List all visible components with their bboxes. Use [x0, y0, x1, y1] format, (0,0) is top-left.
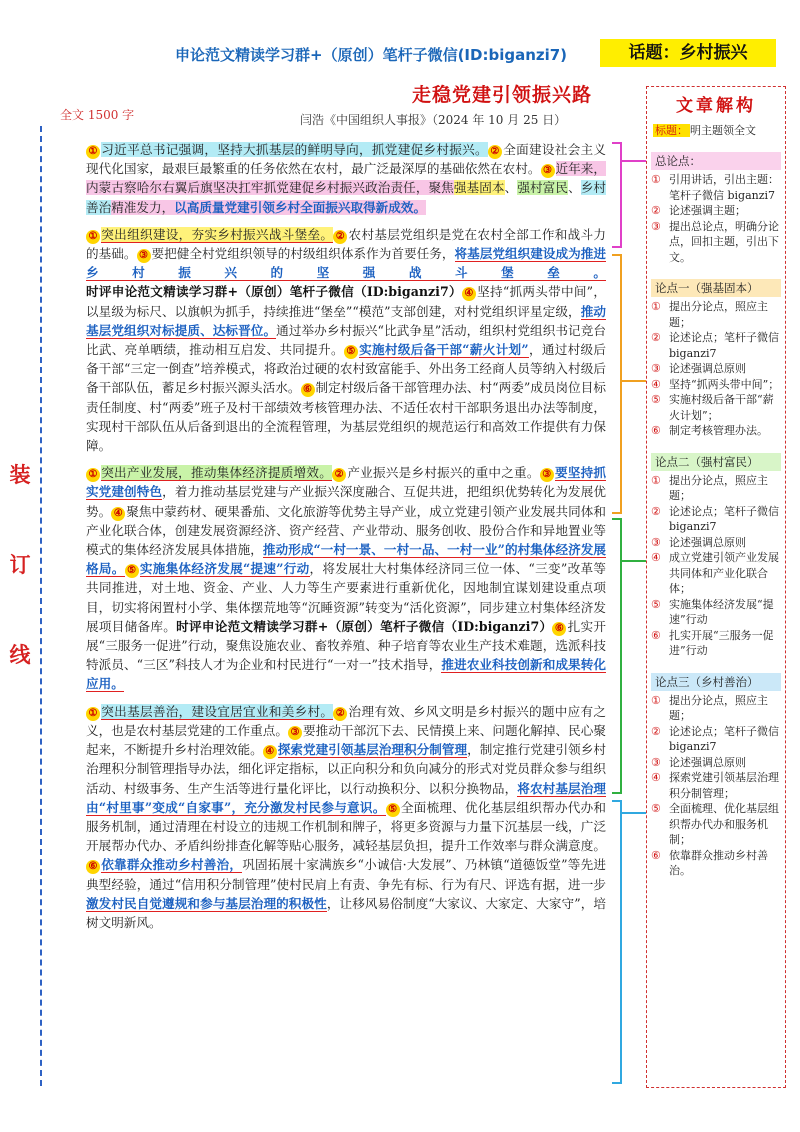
- binding-dashed-line: [40, 126, 42, 1086]
- item-number: ③: [651, 535, 661, 549]
- sentence-number: ①: [86, 145, 100, 159]
- promo-text: 时评申论范文精读学习群+（原创）笔杆子微信（ID:biganzi7）: [86, 284, 462, 300]
- sentence-number: ②: [333, 230, 347, 244]
- connector-point-two: [622, 560, 646, 562]
- sidebar-section-head: 总论点：: [651, 152, 781, 170]
- sentence-number: ①: [86, 230, 100, 244]
- sidebar-list-item: [651, 504, 781, 535]
- sidebar-list-item: [651, 299, 781, 330]
- item-text: 实施村级后备干部“薪火计划”；: [669, 393, 774, 422]
- sentence-number: ②: [332, 468, 346, 482]
- sentence-number: ③: [137, 249, 151, 263]
- promo-text: 时评申论范文精读学习群+（原创）笔杆子微信（ID:biganzi7）: [176, 618, 553, 634]
- item-text: 论述强调总原则: [669, 362, 746, 375]
- item-number: ⑤: [651, 597, 661, 611]
- item-number: ③: [651, 362, 661, 375]
- sentence-number: ②: [488, 145, 502, 159]
- item-number: ⑤: [651, 802, 661, 815]
- item-number: ①: [651, 473, 661, 487]
- item-number: ①: [651, 300, 661, 313]
- sidebar-list-item: [651, 473, 781, 504]
- sentence-number: ⑤: [386, 803, 400, 817]
- sidebar-list-item: [651, 535, 781, 551]
- binding-label: [8, 430, 32, 700]
- sentence-number: ②: [333, 707, 347, 721]
- item-text: 论述论点；笔杆子微信 biganzi7: [669, 504, 779, 533]
- sidebar-title-note: 标题： 明主题领全文: [655, 124, 756, 137]
- paragraph-point-two: ① 突出产业发展，推动集体经济提质增效。 ② 产业振兴是乡村振兴的重中之重。 ③ 要坚持抓实党建创特色，着力推动基层党建与产业振兴深度融合、互促共进，把组织优势转化为发展优势。 ④ 聚焦中蒙药材、硬果番茄、文化旅游等优势主导产业，成立党建引领产业发展共同体和产业化联合体，创建发展资源经济、资产经营、产业带动、服务创收、股份合作和异地置业等模式的集体经济发展具体措施，推动形成“一村一景、一村一品、一村一业”的村集体经济发展格局。 ⑤ 实施集体经济发展“提速”行动，将发展壮大村集体经济同三位一体、“三变”改革等共同推进，对土地、资金、产业、人力等生产要素进行重新优化，因地制宜谋划建设重点项目，切实将闲置村小学、集体摆荒地等“沉睡资源”转变为“活化资源”，同步建立村集体经济发展项目储备库。时评申论范文精读学习群+（原创）笔杆子微信（ID:biganzi7） ⑥ 扎实开展“三服务一促进”行动，聚焦设施农业、畜牧养殖、种子培育等农业生产技术难题，选派科技特派员、“三区”科技人才为企业和村民进行“一对一”技术指导，推进农业科技创新和成果转化应用。: [86, 465, 607, 692]
- sentence-number: ⑥: [86, 860, 100, 874]
- sidebar-list-item: [651, 801, 781, 848]
- item-text: 全面梳理、优化基层组织帮办代办和服务机制；: [669, 802, 779, 846]
- item-text: 论述强调主题；: [669, 204, 746, 217]
- connector-point-one: [622, 380, 646, 382]
- item-number: ①: [651, 693, 661, 707]
- bracket-intro: [612, 142, 622, 248]
- item-text: 坚持“抓两头带中间”；: [669, 377, 780, 391]
- item-number: ②: [651, 724, 661, 738]
- sidebar-section-list: [647, 473, 785, 659]
- sidebar-list-item: [651, 848, 781, 879]
- sidebar-section-list: [647, 693, 785, 879]
- sentence-number: ⑤: [344, 345, 358, 359]
- sidebar-list-item: [651, 755, 781, 771]
- word-count: 全文 1500 字: [60, 108, 135, 122]
- sentence-number: ⑤: [125, 564, 139, 578]
- sidebar-list-item: [651, 550, 781, 597]
- sentence-number: ③: [540, 468, 554, 482]
- sidebar-list-item: [651, 172, 781, 203]
- item-number: ④: [651, 377, 661, 391]
- sentence-number: ④: [263, 745, 277, 759]
- item-text: 扎实开展“三服务一促进”行动: [669, 628, 774, 657]
- item-text: 提出分论点，照应主题；: [669, 693, 768, 722]
- item-text: 论述强调总原则: [669, 755, 746, 769]
- sentence-number: ④: [462, 287, 476, 301]
- sidebar-list-item: [651, 770, 781, 801]
- sidebar-list-item: [651, 377, 781, 393]
- header-title: 申论范文精读学习群+（原创）笔杆子微信(ID:biganzi7): [175, 46, 568, 64]
- binding-char: 线: [9, 642, 31, 667]
- sidebar-list-item: [651, 423, 781, 439]
- connector-intro: [622, 160, 646, 162]
- item-text: 引用讲话，引出主题：笔杆子微信 biganzi7: [669, 173, 779, 202]
- item-text: 制定考核管理办法。: [669, 424, 768, 437]
- paragraph-point-three: ① 突出基层善治，建设宜居宜业和美乡村。 ② 治理有效、乡风文明是乡村振兴的题中应有之义，也是农村基层党建的工作重点。 ③ 要推动干部沉下去、民情摸上来、问题化解掉、民心聚起来，不断提升乡村治理效能。 ④ 探索党建引领基层治理积分制管理，制定推行党建引领乡村治理积分制管理指导办法，细化评定指标，以正向积分和负向减分的形式对党员群众参与组织活动、村级事务、生产生活等进行量化评比，以行动换积分、以积分换物品，将农村基层治理由“村里事”变成“自家事”，充分激发村民参与意识。 ⑤ 全面梳理、优化基层组织帮办代办和服务机制，通过清理在村设立的违规工作机制和牌子，将更多资源与力量下沉基层一线，广泛开展帮办代办、矛盾纠纷排查化解等贴心服务，减轻基层负担，提升工作效率与群众满意度。⑥ 依靠群众推动乡村善治，巩固拓展十家满族乡“小诚信·大发展”、乃林镇“道德饭堂”等先进典型经验，通过“信用积分制管理”使村民肩上有责、争先有标、行为有尺、评选有据，进一步激发村民自觉遵规和参与基层治理的积极性，让移风易俗制度“大家议、大家定、大家守”，培树文明新风。: [86, 703, 607, 930]
- item-number: ⑤: [651, 393, 661, 406]
- sentence-number: ①: [86, 707, 100, 721]
- item-text: 依靠群众推动乡村善治。: [669, 848, 768, 877]
- item-number: ⑥: [651, 424, 661, 437]
- sidebar-section-head: 论点二（强村富民）: [651, 453, 781, 471]
- article-body: [86, 140, 606, 932]
- item-text: 提出分论点，照应主题；: [669, 473, 768, 502]
- item-text: 论述强调总原则: [669, 535, 746, 549]
- item-number: ④: [651, 771, 661, 784]
- item-number: ②: [651, 204, 661, 217]
- sidebar-sections: [647, 152, 785, 879]
- item-number: ⑥: [651, 628, 661, 642]
- sidebar-list-item: [651, 330, 781, 361]
- article-title: 走稳党建引领振兴路: [412, 84, 593, 106]
- sentence-number: ③: [288, 726, 302, 740]
- sentence-number: ⑥: [301, 383, 315, 397]
- item-number: ②: [651, 504, 661, 518]
- item-number: ③: [651, 219, 661, 233]
- sidebar-section-head: 论点一（强基固本）: [651, 279, 781, 297]
- sidebar-list-item: [651, 392, 781, 423]
- sidebar-section-list: [647, 299, 785, 439]
- sentence-number: ①: [86, 468, 100, 482]
- sidebar-section-list: [647, 172, 785, 265]
- item-text: 提出分论点，照应主题；: [669, 300, 768, 329]
- binding-char: 装: [9, 462, 31, 487]
- sidebar-title: 文章解构: [676, 96, 756, 116]
- item-text: 探索党建引领基层治理积分制管理；: [669, 771, 779, 800]
- sidebar-list-item: [651, 219, 781, 266]
- bracket-point-two: [612, 518, 622, 794]
- sentence-number: ③: [541, 164, 555, 178]
- sidebar-list-item: [651, 724, 781, 755]
- item-number: ④: [651, 551, 661, 564]
- sidebar-list-item: [651, 628, 781, 659]
- item-number: ②: [651, 331, 661, 344]
- sidebar-list-item: [651, 361, 781, 377]
- bracket-point-one: [612, 254, 622, 514]
- bracket-point-three: [612, 800, 622, 1084]
- item-number: ①: [651, 173, 661, 186]
- sidebar-list-item: [651, 203, 781, 219]
- item-number: ⑥: [651, 848, 661, 862]
- item-number: ③: [651, 755, 661, 769]
- sentence-number: ⑥: [552, 622, 566, 636]
- sidebar-list-item: [651, 597, 781, 628]
- paragraph-intro: ① 习近平总书记强调，坚持大抓基层的鲜明导向，抓党建促乡村振兴。 ② 全面建设社会主义现代化国家，最艰巨最繁重的任务依然在农村，最广泛最深厚的基础依然在农村。 ③ 近年来，内蒙古察哈尔右翼后旗坚决扛牢抓党建促乡村振兴政治责任，聚焦强基固本、强村富民、乡村善治精准发力，以高质量党建引领乡村全面振兴取得新成效。: [86, 142, 607, 215]
- topic-badge: 话题：乡村振兴: [600, 39, 776, 67]
- item-text: 实施集体经济发展“提速”行动: [669, 597, 774, 626]
- binding-char: 订: [9, 552, 31, 577]
- structure-sidebar: [646, 86, 786, 1088]
- paragraph-point-one: ① 突出组织建设，夯实乡村振兴战斗堡垒。 ② 农村基层党组织是党在农村全部工作和战斗力的基础。 ③ 要把健全村党组织领导的村级组织体系作为首要任务，将基层党组织建设成为推进乡村振兴的坚强战斗堡垒。时评申论范文精读学习群+（原创）笔杆子微信（ID:biganzi7） ④ 坚持“抓两头带中间”，以星级为标尺、以旗帜为抓手，持续推进“堡垒”“模范”支部创建，对村党组织评星定级，推动基层党组织对标提质、达标晋位。通过举办乡村振兴“比武争星”活动，组织村党组织书记竞台比武、亮单晒绩，推动相互启发、共同提升。 ⑤ 实施村级后备干部“薪火计划”，通过村级后备干部“三定一倒查”培养模式，将政治过硬的农村致富能手、外出务工经商人员等纳入村级后备干部队伍，蓄足乡村振兴源头活水。 ⑥ 制定村级后备干部管理办法、村“两委”成员岗位目标责任制度、村“两委”班子及村干部绩效考核管理办法、不适任农村干部职务退出办法等制度，实现村干部队伍从后备到退出的全流程管理，为基层党组织的规范运行和高效工作提供有力保障。: [86, 226, 607, 454]
- item-text: 论述论点；笔杆子微信 biganzi7: [669, 724, 779, 753]
- connector-point-three: [622, 812, 646, 814]
- header: [0, 38, 800, 68]
- item-text: 论述论点；笔杆子微信 biganzi7: [669, 331, 779, 360]
- item-text: 成立党建引领产业发展共同体和产业化联合体；: [669, 551, 779, 595]
- sidebar-section-head: 论点三（乡村善治）: [651, 673, 781, 691]
- sidebar-list-item: [651, 693, 781, 724]
- sentence-number: ④: [111, 507, 125, 521]
- article-source: 闫浩《中国组织人事报》（2024 年 10 月 25 日）: [300, 113, 567, 127]
- item-text: 提出总论点，明确分论点，回扣主题，引出下文。: [669, 219, 779, 264]
